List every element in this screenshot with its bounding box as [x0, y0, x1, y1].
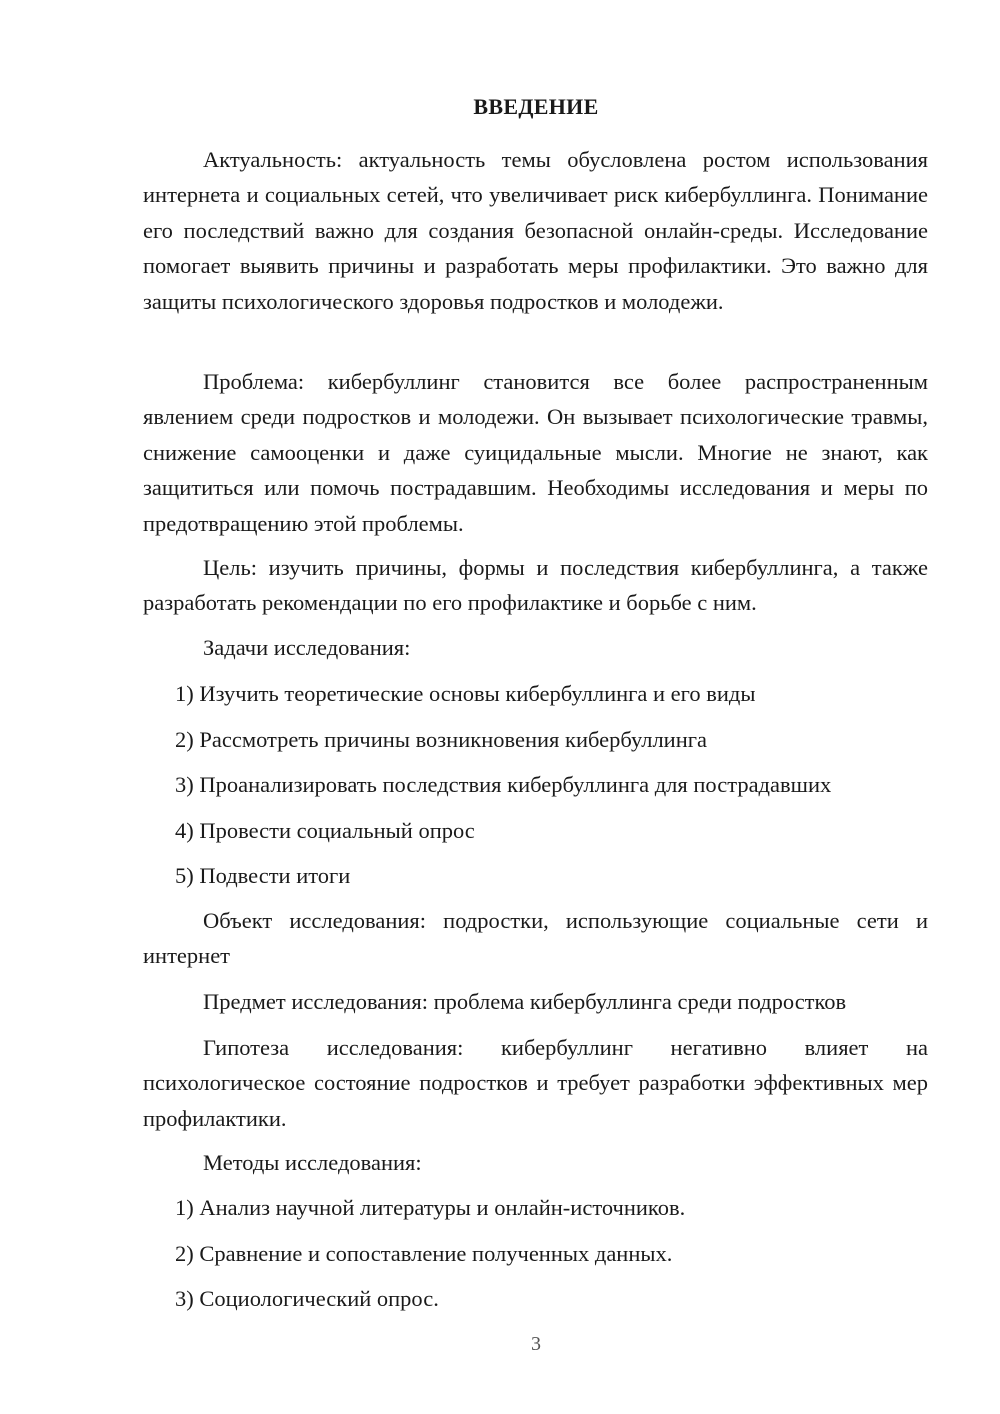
- tasks-title: Задачи исследования:: [203, 635, 411, 660]
- relevance-paragraph: Актуальность: актуальность темы обусловлена ростом использования интернета и социальных сетей, что увеличивает риск кибербуллинга. Понимание его последствий важно для создания безопасной онлайн-среды. Исследование помогает выявить причины и разработать меры профилактики. Это важно для защиты психологического здоровья подростков и молодежи.: [143, 147, 928, 314]
- page-number: 3: [531, 1333, 541, 1355]
- subject-paragraph: Предмет исследования: проблема кибербуллинга среди подростков: [203, 989, 847, 1014]
- goal-paragraph: Цель: изучить причины, формы и последствия кибербуллинга, а также разработать рекомендации по его профилактике и борьбе с ним.: [143, 555, 928, 616]
- method-item-3: 3) Социологический опрос.: [175, 1286, 439, 1311]
- task-item-5: 5) Подвести итоги: [175, 863, 351, 888]
- method-item-2: 2) Сравнение и сопоставление полученных данных.: [175, 1241, 673, 1266]
- method-item-1: 1) Анализ научной литературы и онлайн-источников.: [175, 1195, 686, 1220]
- task-item-1: 1) Изучить теоретические основы кибербуллинга и его виды: [175, 681, 756, 706]
- methods-title: Методы исследования:: [203, 1150, 422, 1175]
- task-item-3: 3) Проанализировать последствия кибербуллинга для пострадавших: [175, 772, 832, 797]
- page-title: ВВЕДЕНИЕ: [473, 94, 599, 119]
- object-paragraph: Объект исследования: подростки, использующие социальные сети и интернет: [143, 908, 928, 969]
- task-item-4: 4) Провести социальный опрос: [175, 818, 475, 843]
- task-item-2: 2) Рассмотреть причины возникновения кибербуллинга: [175, 727, 707, 752]
- hypothesis-paragraph: Гипотеза исследования: кибербуллинг негативно влияет на психологическое состояние подростков и требует разработки эффективных мер профилактики.: [143, 1035, 928, 1131]
- problem-paragraph: Проблема: кибербуллинг становится все более распространенным явлением среди подростков и молодежи. Он вызывает психологические травмы, снижение самооценки и даже суицидальные мысли. Многие не знают, как защититься или помочь пострадавшим. Необходимы исследования и меры по предотвращению этой проблемы.: [143, 369, 928, 536]
